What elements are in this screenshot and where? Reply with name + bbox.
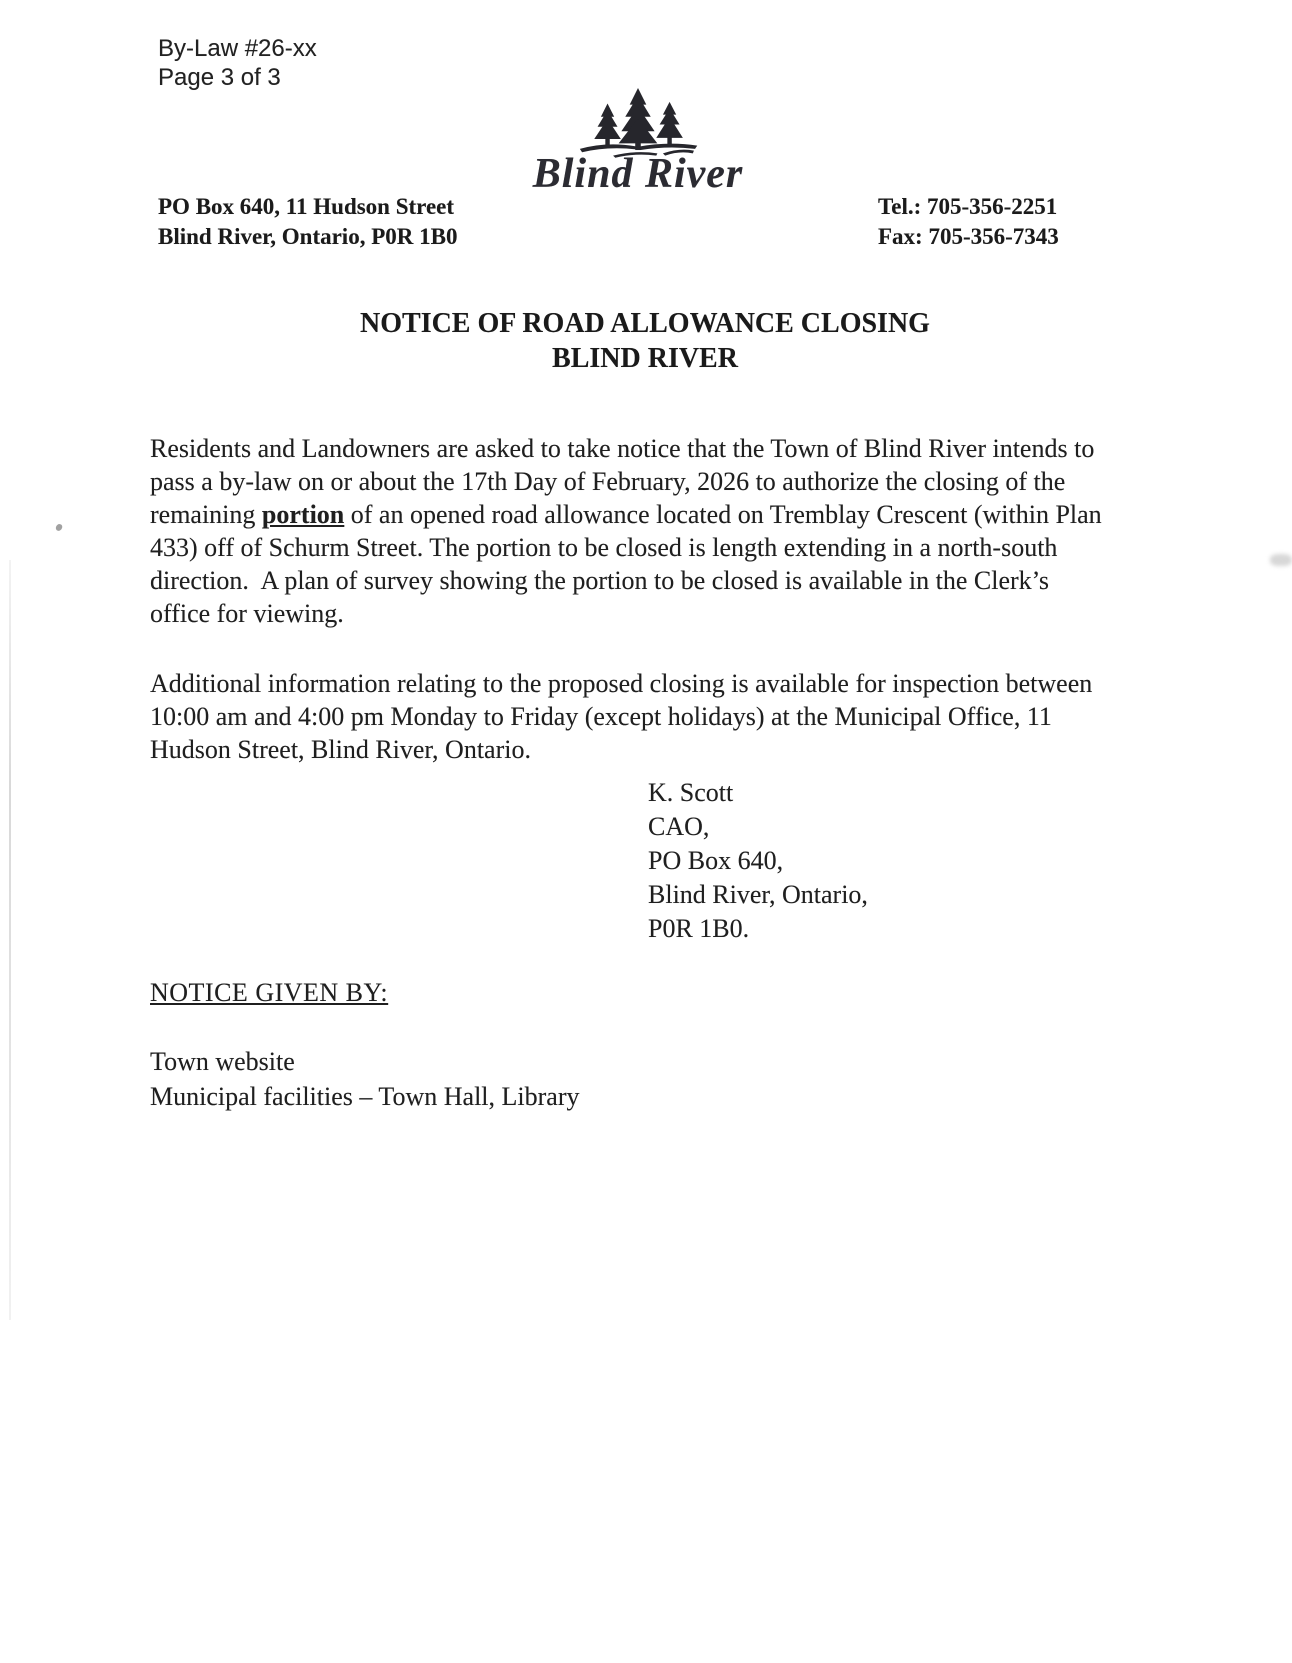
town-logo (0, 88, 1284, 198)
paragraph-notice-start: Residents and Landowners are asked to take notice that the Town of Blind River intends to pass a by-law on or about the 17th Day of February, 2026 to authorize the closing of the remaining (150, 434, 1101, 529)
scan-artifact-vertical-line (9, 560, 11, 1320)
telephone-number: Tel.: 705-356-2251 (878, 194, 1058, 219)
signatory-postal-code: P0R 1B0. (648, 914, 750, 943)
notice-channel-website: Town website (150, 1047, 295, 1076)
title-line-1: NOTICE OF ROAD ALLOWANCE CLOSING (360, 308, 930, 339)
paragraph-notice-end: of an opened road allowance located on Tremblay Crescent (within Plan 433) off of Schurm Street. The portion to be closed is length extending in a north-south direction. A plan of survey showing the portion to be closed is available in the Clerk’s office for viewing. (150, 500, 1109, 628)
signatory-address-2: Blind River, Ontario, (648, 880, 868, 909)
signatory-address-1: PO Box 640, (648, 846, 784, 875)
signature-block (648, 776, 868, 946)
notice-channels (150, 1044, 579, 1114)
portion-emphasis: portion (261, 500, 345, 529)
municipal-address (158, 192, 457, 252)
bylaw-number: By-Law #26-xx (158, 35, 317, 62)
contact-numbers (878, 192, 1059, 252)
signatory-title: CAO, (648, 812, 710, 841)
bylaw-meta (158, 34, 317, 92)
page-number-label: Page 3 of 3 (158, 64, 281, 91)
document-title (150, 306, 1140, 376)
fax-number: Fax: 705-356-7343 (878, 224, 1059, 249)
signatory-name: K. Scott (648, 778, 734, 807)
paragraph-inspection-info: Additional information relating to the proposed closing is available for inspection between 10:00 am and 4:00 pm Monday to Friday (except holidays) at the Municipal Office, 11 Hudson Street, Blind River, Ontario. (150, 669, 1099, 764)
scan-artifact-smudge (1270, 554, 1292, 566)
paragraph-notice (150, 432, 1110, 630)
logo-wordmark: Blind River (532, 151, 744, 197)
address-line-2: Blind River, Ontario, P0R 1B0 (158, 224, 458, 249)
title-line-2: BLIND RIVER (552, 343, 738, 374)
notice-channel-facilities: Municipal facilities – Town Hall, Library (150, 1082, 580, 1111)
address-line-1: PO Box 640, 11 Hudson Street (158, 194, 455, 219)
notice-given-by-heading: NOTICE GIVEN BY: (150, 978, 389, 1007)
scan-artifact-dot (55, 523, 63, 532)
